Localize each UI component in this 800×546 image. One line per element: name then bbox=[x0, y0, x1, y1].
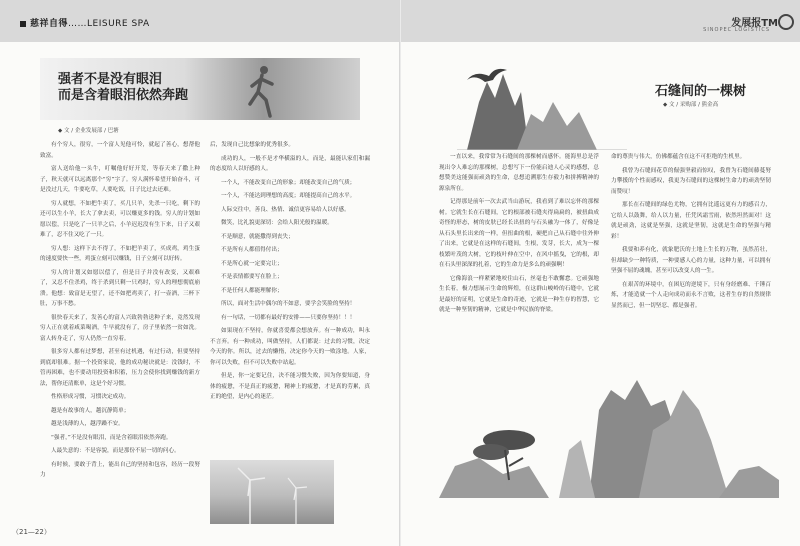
paragraph: 穷人想：这样下去不得了，不如把羊卖了，买成鸡，鸡生蛋的速度要快一些，鸡蛋立刻可以赚钱，日子立刻可以好转。 bbox=[40, 245, 200, 262]
section-name-cn: 慈祥自得 bbox=[30, 19, 69, 29]
paragraph: 不是表情都要写在脸上； bbox=[221, 274, 283, 280]
paragraph: 很快春天来了，发善心的富人兴致勃勃送种子来，竟然发现穷人正在就着咸菜喝酒，牛早就没有了，房子里依然一贫如洗。富人转身走了，穷人仍然一直穷着。 bbox=[40, 314, 200, 342]
article-title: 石缝间的一棵树 bbox=[655, 84, 747, 99]
paragraph: 很多穷人都有过梦想，甚至有过机遇，有过行动，但要坚持到底却很难。据一个投资家说，他的成功秘诀就是：没钱时，不管再困难，也不要动用投资和积蓄，压力会使你找到赚钱的新方法，帮你还清账单，这是个好习惯。 bbox=[40, 349, 200, 387]
section-separator: …… bbox=[68, 19, 88, 29]
paragraph: 但是，你一定要记住，决不能习惯失败，因为你要知道，身体的疲惫，不是真正的疲惫，精神上的疲惫，才是真的劳累，真正的绝望，是内心的迷茫。 bbox=[210, 373, 370, 400]
paragraph: “强者，”不是没有眼泪，而是含着眼泪依然奔跑。 bbox=[51, 434, 172, 441]
paragraph: 那长在石缝间的绿色尤物，它拥有比遥远更有力的感召力，它给人以鼓舞，给人以力量，任凭风霜雪雨，依然坦然面对！这就是顽劲，这就是坚强，这就是坚韧，这就是生命的坚强与精彩！ bbox=[611, 202, 771, 240]
wind-turbine-photo bbox=[210, 460, 334, 524]
section-tag bbox=[20, 16, 150, 29]
paragraph: 一个人，不能改变自己的形象；却能改变自己的气质； bbox=[221, 179, 356, 186]
paragraph: 不是所心就一定要完让； bbox=[221, 260, 283, 267]
article-column-1 bbox=[40, 140, 200, 484]
brand-logo-icon bbox=[778, 14, 794, 30]
paragraph: 富人送给他一头牛，叮嘱他好好开荒，等春天来了撒上种子，秋天就可以远离那个“穷”字了。穷人满怀希望开始奋斗，可是没过几天，牛要吃草，人要吃饭，日子比过去还难。 bbox=[40, 166, 200, 193]
paragraph: 人际交往中，善良、热情、诚信更容易给人以好感。 bbox=[221, 206, 350, 213]
article-byline: ◆ 文 / 企业发展部 / 巴塘 bbox=[58, 128, 119, 134]
brand-subtitle: SINOPEC LOGISTICS bbox=[703, 27, 770, 33]
paragraph: 不是所有人都值得付出； bbox=[221, 247, 283, 253]
runner-silhouette-icon bbox=[244, 64, 280, 120]
wind-turbine-icon bbox=[210, 460, 334, 524]
paragraph: 不是顺意，就能撒得到丧失； bbox=[221, 233, 294, 240]
paragraph: 后，发现自己比想象的优秀很多。 bbox=[210, 142, 294, 148]
article-title bbox=[58, 72, 228, 104]
article-byline: ◆ 文 / 采购部 / 熊金高 bbox=[663, 102, 719, 108]
section-header bbox=[0, 0, 399, 42]
paragraph: 性格形成习惯，习惯决定成功。 bbox=[51, 394, 130, 400]
paragraph: 它像海浪一样紧紧地咬住山石，丝毫也不敢懈怠。它顽强地生长着，极力想展示生命的辉煌，在这群山峻岭的石缝中，它就是最好的证明，它就是生命的奇迹，它就是一种生存的智慧，它就是一种坚韧的精神，它就是中华民族的脊梁。 bbox=[439, 275, 599, 313]
paragraph: 越是浅薄的人，越浮躁不安。 bbox=[51, 421, 124, 427]
article-column-1 bbox=[439, 152, 599, 319]
paragraph: 记得那是前年一次去武当山游玩，我看到了难以忘怀的那棵树。它就生长在石缝间，它的根部被石缝夹得扁扁的，被扭曲成奇怪的形态，树的皮肤已经长出扭的与石头融为一体了，好像是从石头里长出来的一样，但扭曲的根，硬把自己从石缝中往外伸了出来，它就是在这样的石缝间，生根，发芽，长大，成为一棵枝繁叶茂的大树，它的枝叶伸在空中，在风中摇曳，它的根，却在石头里深深的扎着，它的生命力是多么的顽强啊！ bbox=[439, 199, 599, 268]
article-column-2 bbox=[210, 140, 370, 406]
paragraph: 越是有故事的人，越沉静简单； bbox=[51, 407, 130, 414]
article-title-line-2: 而是含着眼泪依然奔跑 bbox=[58, 88, 189, 103]
paragraph: 成功的人，一般不是才华横溢的人，而是，最能认家们和漏的态度给人以好感的人。 bbox=[210, 155, 370, 172]
paragraph: 有个穷人，很穷，一个富人见他可怜，就起了善心，想帮他致富。 bbox=[40, 142, 200, 159]
paragraph: 有时候，要敢于背上，能出自己的坚持和包容，经历一段努力 bbox=[40, 461, 200, 478]
paragraph: 穷人就想，不如把牛卖了，买几只羊，先杀一只吃，剩下的还可以生小羊，长大了拿去卖，可以赚更多的钱。穷人的计划如愿以偿，只是吃了一只羊之后，小羊迟迟没有生下来，日子又艰难了，忍不住又吃了一只。 bbox=[40, 200, 200, 238]
paragraph: 穷人的计划又如愿以偿了，但是日子并没有改变，又艰难了，又忍不住杀鸡，终于杀到只剩一只鸡时，穷人的理想彻底崩溃。他想：致富是无望了，还不如把鸡卖了，打一壶酒，三杯下肚，万事不愁。 bbox=[40, 269, 200, 307]
paragraph: 微笑，比礼貌更深切：会给人阳光般的温暖。 bbox=[221, 220, 333, 226]
paragraph: 命的尊贵与伟大，仿佛都蕴含在这不可拒绝的生机里。 bbox=[611, 154, 746, 160]
paragraph: 有一句话，一切都有最好的安排——只要你坚持！！！ bbox=[221, 314, 356, 321]
ink-mountain-painting bbox=[457, 62, 627, 150]
paragraph: 一个人，不能达到理想的高度；却能提高自己的水平。 bbox=[221, 193, 356, 199]
paragraph: 不是任何人都能理解你； bbox=[221, 287, 283, 294]
paragraph: 在艰苦的环境中，在困厄的逆境下，只有身经磨难、千锤百炼，才能造就一个人走向成功而永不言败，这者生存的自然规律显然而已，但一切坚忍、都是强者。 bbox=[611, 281, 771, 309]
paragraph: 我要和养有化，就象肥沃的土地上生长的万物，虽然茁壮，但却缺少一种特质，一种要感人心的力量，这种力量，可以拥有坚强不屈的魂魄，甚至可以改变人的一生。 bbox=[611, 247, 771, 274]
rock-tree-painting bbox=[439, 370, 779, 498]
square-bullet-icon bbox=[20, 21, 26, 27]
paragraph: 一直以来，我常常为石缝间的那棵树而感怀。能海里总是浮现出令人难忘的那棵树，总想写下一份能启迪人心灵的感想，总想赞美这能强而顽劲的生命，总想追溯那生存毅力和拼搏精神的源泉所在。 bbox=[439, 154, 599, 192]
paragraph: 所以，面对生活中偶尔的不如意，要学会笑脸的坚持！ bbox=[221, 301, 356, 307]
article-column-2 bbox=[611, 152, 771, 314]
paragraph: 我曾为石缝间花草的倔强坚毅而惊叹，我曾为石缝间藤蔓努力攀援的个性而感叹，我更为石缝间的这棵树生命力的顽劲坚韧而赞叹！ bbox=[611, 167, 771, 195]
page-number: （21—22） bbox=[12, 528, 51, 536]
brand-name: 发展报TM bbox=[731, 18, 778, 29]
right-page bbox=[401, 0, 800, 546]
paragraph: 人最失意的：不是容貌，而是那份不屈一切的问心。 bbox=[51, 448, 180, 454]
paragraph: 如果现在不坚持，你就喜爱都会想放弃。有一种成功，叫永不言弃。有一种成功，叫做坚持，人们都说：过去的习惯，决定今天的你。所以，过去的懒惰，决定你今天的一败涂地。人家，你可以失败，但不可以失败中站起。 bbox=[210, 328, 370, 366]
article-title-line-1: 强者不是没有眼泪 bbox=[58, 72, 163, 87]
section-name-en: LEISURE SPA bbox=[87, 19, 150, 29]
brand-header bbox=[401, 0, 800, 42]
left-page bbox=[0, 0, 399, 546]
